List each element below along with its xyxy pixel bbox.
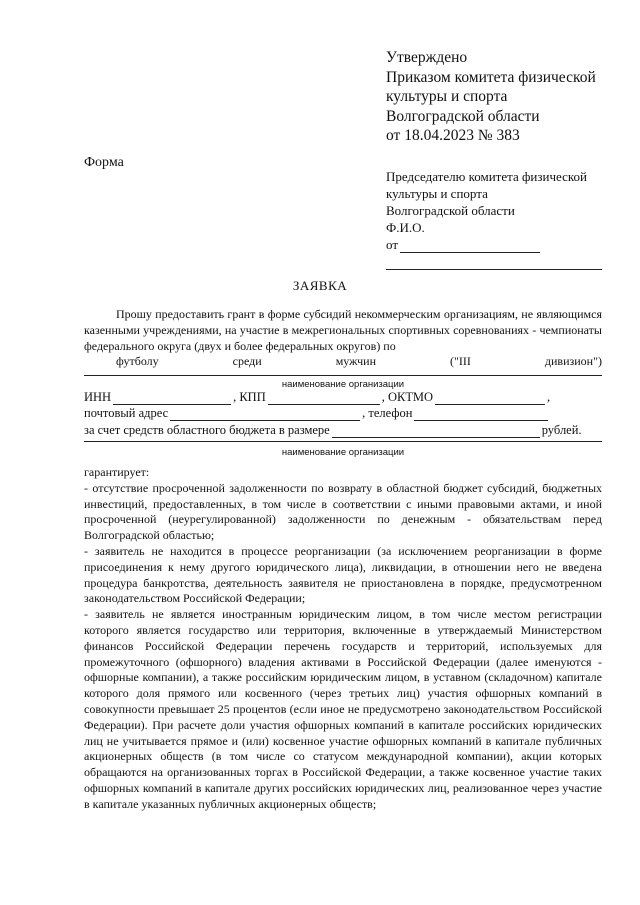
guarantees-body [84,465,602,813]
approval-line: Приказом комитета физической [386,68,596,86]
approval-line: Утверждено [386,49,468,66]
row-comma: , [546,390,551,404]
inn-kpp-oktmo-row [84,390,604,405]
rubles-label: рублей. [541,423,582,437]
budget-label: за счет средств областного бюджета в размере [84,423,330,437]
intro-text: Прошу предоставить грант в форме субсидий некоммерческим организациям, не являющимся казенными учреждениями, на участие в межрегиональных спортивных соревнованиях - чемпионаты федерального округа (двух и более федеральных округов) по [84,307,602,353]
signature-blank[interactable] [386,253,602,270]
oktmo-label: , ОКТМО [381,390,433,404]
approval-line: от 18.04.2023 № 383 [386,127,520,144]
addressee-line: культуры и спорта [386,186,488,201]
intro-paragraph [84,307,602,370]
caption-organization-name-2: наименование организации [281,447,405,458]
approval-line: культуры и спорта [386,88,508,105]
kpp-label: , КПП [233,390,266,404]
addressee-line: Председателю комитета физической [386,169,587,184]
approval-stamp [386,48,596,146]
phone-blank[interactable] [414,407,548,421]
address-label: почтовый адрес [84,406,169,420]
address-blank[interactable] [170,407,360,421]
kpp-blank[interactable] [268,391,380,405]
intro-last-line: футболу среди мужчин ("III дивизион") [116,354,602,369]
caption-organization-name-1: наименование организации [281,379,405,390]
approval-line: Волгоградской области [386,107,540,125]
amount-blank[interactable] [332,424,540,438]
organization-name-blank-1[interactable] [84,375,602,376]
inn-label: ИНН [84,390,112,404]
guarantee-item: - заявитель не находится в процессе реорганизации (за исключением реорганизации в форме присоединения к нему другого юридического лица), ликвидации, в отношении него не введена процедура банкротства, деятельность заявителя не приостановлена в порядке, предусмотренном законодательством Российской Федерации; [84,543,602,606]
address-phone-row [84,406,604,421]
addressee-block [386,168,602,270]
organization-name-blank-2[interactable] [84,441,602,442]
phone-label: , телефон [362,406,413,420]
from-blank[interactable] [400,239,540,253]
guarantee-item: - отсутствие просроченной задолженности по возврату в областной бюджет субсидий, бюджетных инвестиций, предоставленных, в том числе в соответствии с иными правовыми актами, и иной просроченной (неурегулированной) задолженности по денежным - обязательствам перед Волгоградской областью; [84,480,602,543]
form-label: Форма [84,155,124,170]
budget-row [84,423,604,438]
from-field[interactable] [386,236,602,253]
addressee-line: Ф.И.О. [386,220,425,235]
oktmo-blank[interactable] [435,391,545,405]
inn-blank[interactable] [113,391,231,405]
guarantee-item: - заявитель не является иностранным юридическим лицом, в том числе местом регистрации которого является государство или территория, включенные в утверждаемый Министерством финансов Российской Федерации перечень государств и территорий, используемых для промежуточного (офшорного) владения активами в Российской Федерации (далее именуются - офшорные компании), а также российским юридическим лицом, в уставном (складочном) капитале которого доля прямого или косвенного (через третьих лиц) участия офшорных компаний в совокупности превышает 25 процентов (если иное не предусмотрено законодательством Российской Федерации). При расчете доли участия офшорных компаний в капитале российских юридических лиц не учитывается прямое и (или) косвенное участие офшорных компаний в капитале публичных акционерных обществ (в том числе со статусом международной компании), акции которых обращаются на организованных торгах в Российской Федерации, а также косвенное участие таких офшорных компаний в капитале других российских юридических лиц, реализованное через участие в капитале указанных публичных акционерных обществ; [84,607,602,811]
addressee-line: Волгоградской области [386,203,515,218]
from-label: от [386,237,399,252]
guarantees-heading: гарантирует: [84,465,150,479]
document-title: ЗАЯВКА [292,278,348,293]
